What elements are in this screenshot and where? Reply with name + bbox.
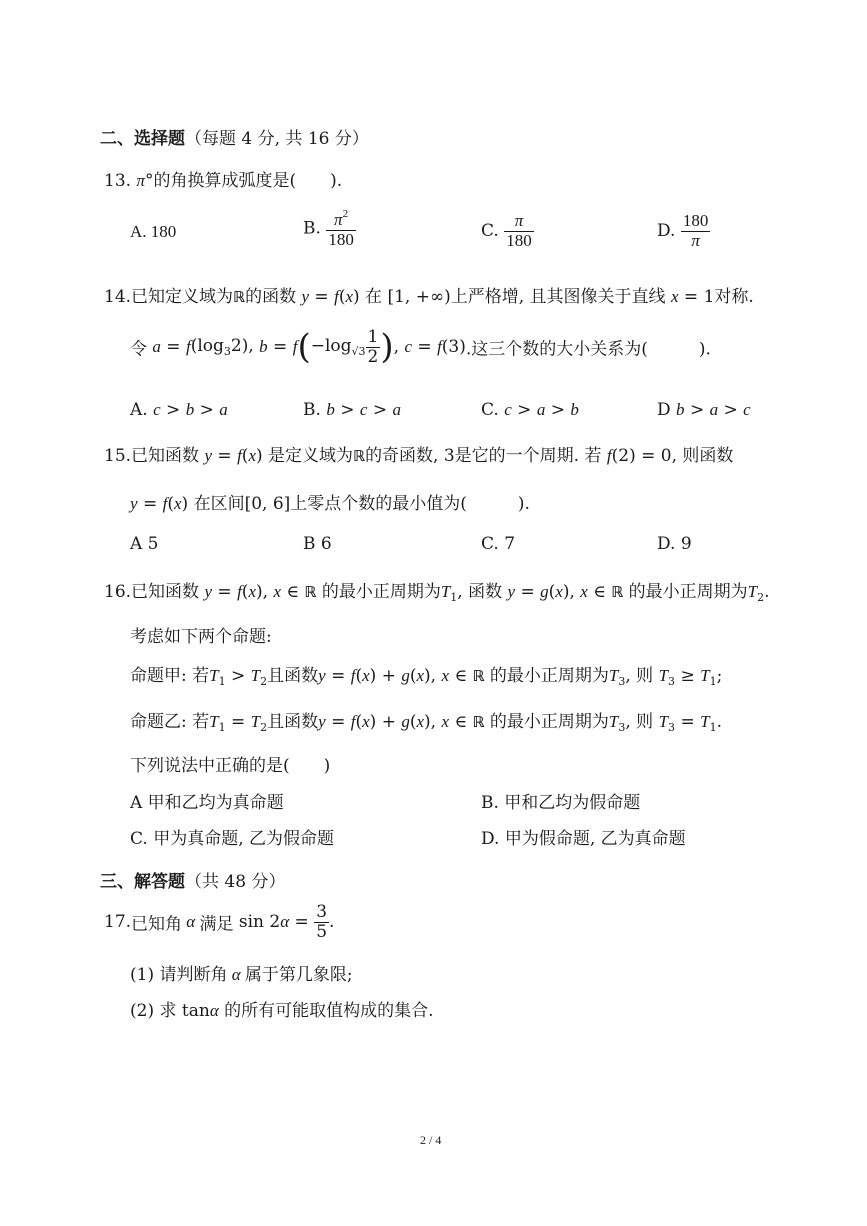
q15-option-c: C. 7: [481, 534, 516, 554]
question-13-stem: 13. π°的角换算成弧度是( ).: [104, 171, 343, 191]
q14-option-c: C. c > a > b: [481, 400, 579, 420]
proposition-yi: 命题乙: 若$T_1 = T_2$且函数y = f(x) + g(x), x ∈ ℝ 的最小正周期为$T_3$, 则 $T_3 = T_1$.: [130, 712, 722, 734]
section-2-heading: [100, 124, 369, 149]
q14-option-d: D b > a > c: [657, 400, 751, 420]
question-number: 13.: [104, 171, 132, 191]
proposition-jia: 命题甲: 若$T_1 > T_2$且函数y = f(x) + g(x), x ∈ ℝ 的最小正周期为$T_3$, 则 $T_3 \ge T_1$;: [130, 666, 723, 688]
page-number: 2 / 4: [420, 1133, 442, 1147]
question-text: 的角换算成弧度是( ).: [153, 171, 343, 191]
section-2-title: 二、选择题: [100, 129, 185, 149]
question-17-part-2: (2) 求 tanα 的所有可能取值构成的集合.: [130, 1001, 434, 1021]
question-16-stem: 16.已知函数 y = f(x), x ∈ ℝ 的最小正周期为$T_1$, 函数 y = g(x), x ∈ ℝ 的最小正周期为$T_2$.: [104, 582, 770, 604]
section-3-title: 三、解答题: [100, 872, 185, 892]
question-16-ask: 下列说法中正确的是( ): [130, 756, 331, 776]
q15-option-d: D. 9: [657, 534, 692, 554]
q13-option-d: D. $\frac{180}{\pi}$: [657, 211, 709, 250]
question-17-stem: 17.已知角 α 满足 sin 2α = $\frac{3}{5}$ .: [104, 902, 335, 942]
question-17-part-1: (1) 请判断角 α 属于第几象限;: [130, 965, 353, 985]
q13-option-c: C. $\frac{\pi}{180}$: [481, 211, 532, 250]
section-2-points: （每题 4 分, 共 16 分）: [185, 129, 369, 149]
section-3-heading: [100, 867, 285, 892]
q13-option-b: B. $\frac{\pi^2}{180}$: [303, 208, 354, 249]
q16-option-c: C. 甲为真命题, 乙为假命题: [130, 829, 335, 849]
question-14-stem: 14.已知定义域为ℝ的函数 y = f(x) 在 [1, +∞)上严格增, 且其图像关于直线 x = 1对称.: [104, 287, 754, 307]
q15-option-a: A 5: [130, 534, 159, 554]
q13-option-a: A. 180: [130, 222, 177, 241]
question-15-line-2: y = f(x) 在区间[0, 6]上零点个数的最小值为( ).: [130, 494, 530, 514]
question-16-line-2: 考虑如下两个命题:: [130, 627, 272, 647]
section-3-points: （共 48 分）: [185, 872, 286, 892]
q14-option-a: A. c > b > a: [130, 400, 228, 420]
q16-option-d: D. 甲为假命题, 乙为真命题: [481, 829, 686, 849]
q15-option-b: B 6: [303, 534, 332, 554]
q14-option-b: B. b > c > a: [303, 400, 401, 420]
question-14-line-2: 令 $a = f(\log_32)$, $b = f(-\log_{√3}$ $\frac{1}{2}$ ), c = f(3).这三个数的大小关系为( ).: [130, 327, 711, 368]
question-15-stem: 15.已知函数 y = f(x) 是定义域为ℝ的奇函数, 3是它的一个周期. 若 f(2) = 0, 则函数: [104, 446, 734, 466]
q16-option-b: B. 甲和乙均为假命题: [481, 793, 641, 813]
q16-option-a: A 甲和乙均为真命题: [130, 793, 284, 813]
